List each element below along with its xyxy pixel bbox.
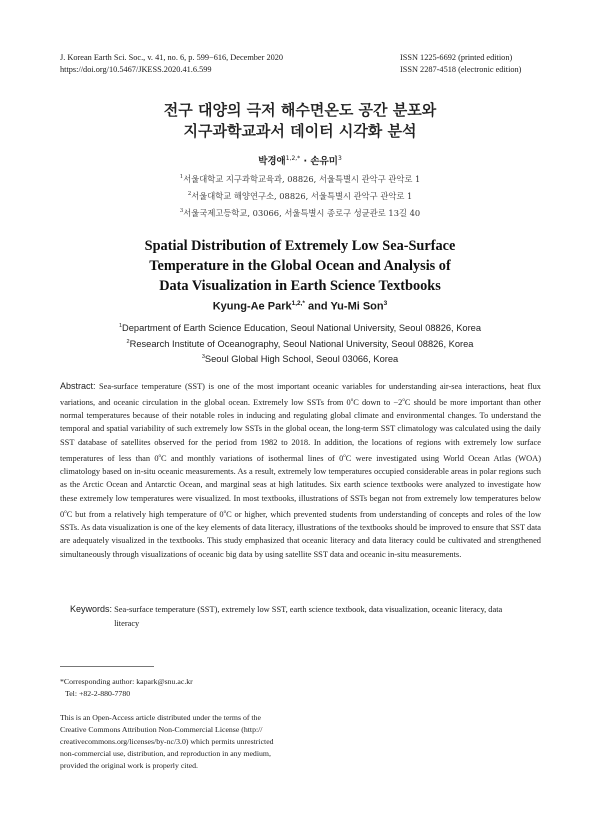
korean-title-line: 전구 대양의 극저 해수면온도 공간 분포와: [163, 101, 437, 119]
affiliation-number: 1: [118, 323, 123, 329]
english-author-1: Kyung-Ae Park: [212, 300, 292, 313]
abstract-text: C were investigated using World Ocean Atlas (WOA) climatology based on in-situ oceanic measurements. As a result, extremely low temperatures occupied considerable areas in polar regions such as the Arctic Ocean and Antarctic Ocean, and marginal seas at high latitudes. Six earth science textbooks were analyzed to investigate how these extremely low temperatures were visualized. In most textbooks, illustrations of SSTs began not from extremely low temperatures below 0: [60, 453, 541, 519]
affiliation-text: 서울대학교 지구과학교육과, 08826, 서울특별시 관악구 관악로 1: [183, 173, 421, 184]
doi-link[interactable]: https://doi.org/10.5467/JKESS.2020.41.6.599: [60, 65, 212, 74]
degree-sign: o: [402, 397, 405, 403]
journal-citation: J. Korean Earth Sci. Soc., v. 41, no. 6, p. 599−616, December 2020: [60, 53, 284, 62]
journal-citation-header: [60, 52, 283, 76]
korean-title: [0, 100, 600, 142]
english-title: [0, 236, 600, 296]
english-affiliation: [0, 351, 600, 367]
abstract-label: Abstract:: [60, 381, 96, 391]
issn-header: [400, 52, 521, 76]
keywords: [70, 603, 541, 630]
author-superscript: 1,2,*: [285, 154, 301, 162]
affiliation-text: Seoul Global High School, Seoul 03066, Korea: [204, 354, 399, 365]
korean-author-2: 손유미: [310, 156, 338, 167]
affiliation-number: 1: [179, 174, 184, 180]
author-conjunction: and: [304, 300, 331, 313]
abstract-text: C and monthly variations of isothermal lines of 0: [161, 453, 344, 463]
open-access-line: non-commercial use, distribution, and reproduction in any medium,: [60, 749, 271, 758]
korean-affiliation: [0, 204, 600, 221]
abstract-text: C but from a relatively high temperature of 0: [66, 509, 224, 519]
korean-affiliation: [0, 187, 600, 204]
corresponding-author-note: [60, 676, 193, 700]
affiliation-text: Research Institute of Oceanography, Seoul National University, Seoul 08826, Korea: [129, 338, 474, 349]
author-separator: ·: [300, 156, 311, 167]
affiliation-text: 서울국제고등학교, 03066, 서울특별시 종로구 성균관로 13길 40: [183, 207, 421, 218]
affiliation-text: 서울대학교 해양연구소, 08826, 서울특별시 관악구 관악로 1: [191, 190, 413, 201]
degree-sign: o: [343, 453, 346, 459]
english-author-2: Yu-Mi Son: [330, 300, 384, 313]
keywords-text: Sea-surface temperature (SST), extremely low SST, earth science textbook, data visualization, oceanic literacy, data literacy: [114, 605, 503, 628]
korean-affiliation: [0, 170, 600, 187]
issn-electronic: ISSN 2287-4518 (electronic edition): [400, 65, 522, 74]
affiliation-text: Department of Earth Science Education, Seoul National University, Seoul 08826, Korea: [122, 323, 482, 334]
english-title-line: Data Visualization in Earth Science Textbooks: [159, 278, 441, 294]
affiliation-number: 3: [179, 207, 184, 214]
degree-sign: o: [64, 509, 67, 515]
open-access-notice: [60, 712, 300, 772]
open-access-line: provided the original work is properly cited.: [60, 761, 198, 770]
affiliation-number: 2: [187, 190, 192, 197]
footnote-divider: [60, 666, 154, 667]
corresponding-tel: Tel: +82-2-880-7780: [65, 689, 131, 698]
author-superscript: 3: [337, 154, 342, 162]
english-affiliation: [0, 336, 600, 352]
degree-sign: o: [223, 509, 227, 515]
english-affiliation: [0, 320, 600, 336]
keywords-label: Keywords:: [70, 604, 113, 614]
abstract: [60, 380, 541, 562]
abstract-text: C should be more important than other normal temperatures because of their notable roles in inducing and regulating global climate and environmental changes. To understand the temporal and spatial variability of such extremely low SSTs in the global ocean, the long-term SST climatology was calculated using the daily SST database of satellites observed for the period from 1982 to 2018. In addition, the locations of regions with extremely low surface temperatures of less than 0: [60, 397, 541, 463]
author-superscript: 1,2,*: [291, 300, 305, 307]
open-access-line: Creative Commons Attribution Non-Commercial License (http://: [60, 725, 263, 734]
english-title-line: Temperature in the Global Ocean and Analysis of: [149, 258, 451, 274]
affiliation-number: 2: [126, 338, 130, 345]
author-superscript: 3: [383, 300, 388, 307]
abstract-text: C or higher, which prevented students from understanding of concepts and roles of the low SSTs. As data visualization is one of the key elements of data literacy, illustrations of the textbooks should be improved to ensure that SST data are adequately visualized in the textbooks. This study emphasized that oceanic literacy and data literacy could be cultivated and strengthened simultaneously through visualizations of oceanic big data by using satellite SST data and oceanic in-situ measurements.: [60, 509, 541, 559]
korean-author-1: 박경애: [258, 156, 286, 167]
corresponding-email: *Corresponding author: kapark@snu.ac.kr: [60, 677, 193, 686]
english-authors: [0, 300, 600, 313]
abstract-text: Sea-surface temperature (SST) is one of the most important oceanic variables for understanding air-sea interactions, heat flux variations, and oceanic circulation in the global ocean. Extremely low SSTs from 0: [60, 382, 541, 407]
abstract-text: C down to −2: [353, 397, 403, 407]
korean-authors: [0, 153, 600, 167]
open-access-line: creativecommons.org/licenses/by-nc/3.0) which permits unrestricted: [60, 737, 274, 746]
english-title-line: Spatial Distribution of Extremely Low Sea-Surface: [144, 238, 456, 254]
degree-sign: o: [350, 397, 354, 403]
english-affiliations: [0, 320, 600, 367]
korean-title-line: 지구과학교과서 데이터 시각화 분석: [183, 122, 417, 140]
korean-affiliations: [0, 170, 600, 220]
open-access-line: This is an Open-Access article distributed under the terms of the: [60, 713, 261, 722]
degree-sign: o: [158, 453, 162, 459]
affiliation-number: 3: [201, 354, 205, 361]
issn-print: ISSN 1225-6692 (printed edition): [400, 53, 513, 62]
